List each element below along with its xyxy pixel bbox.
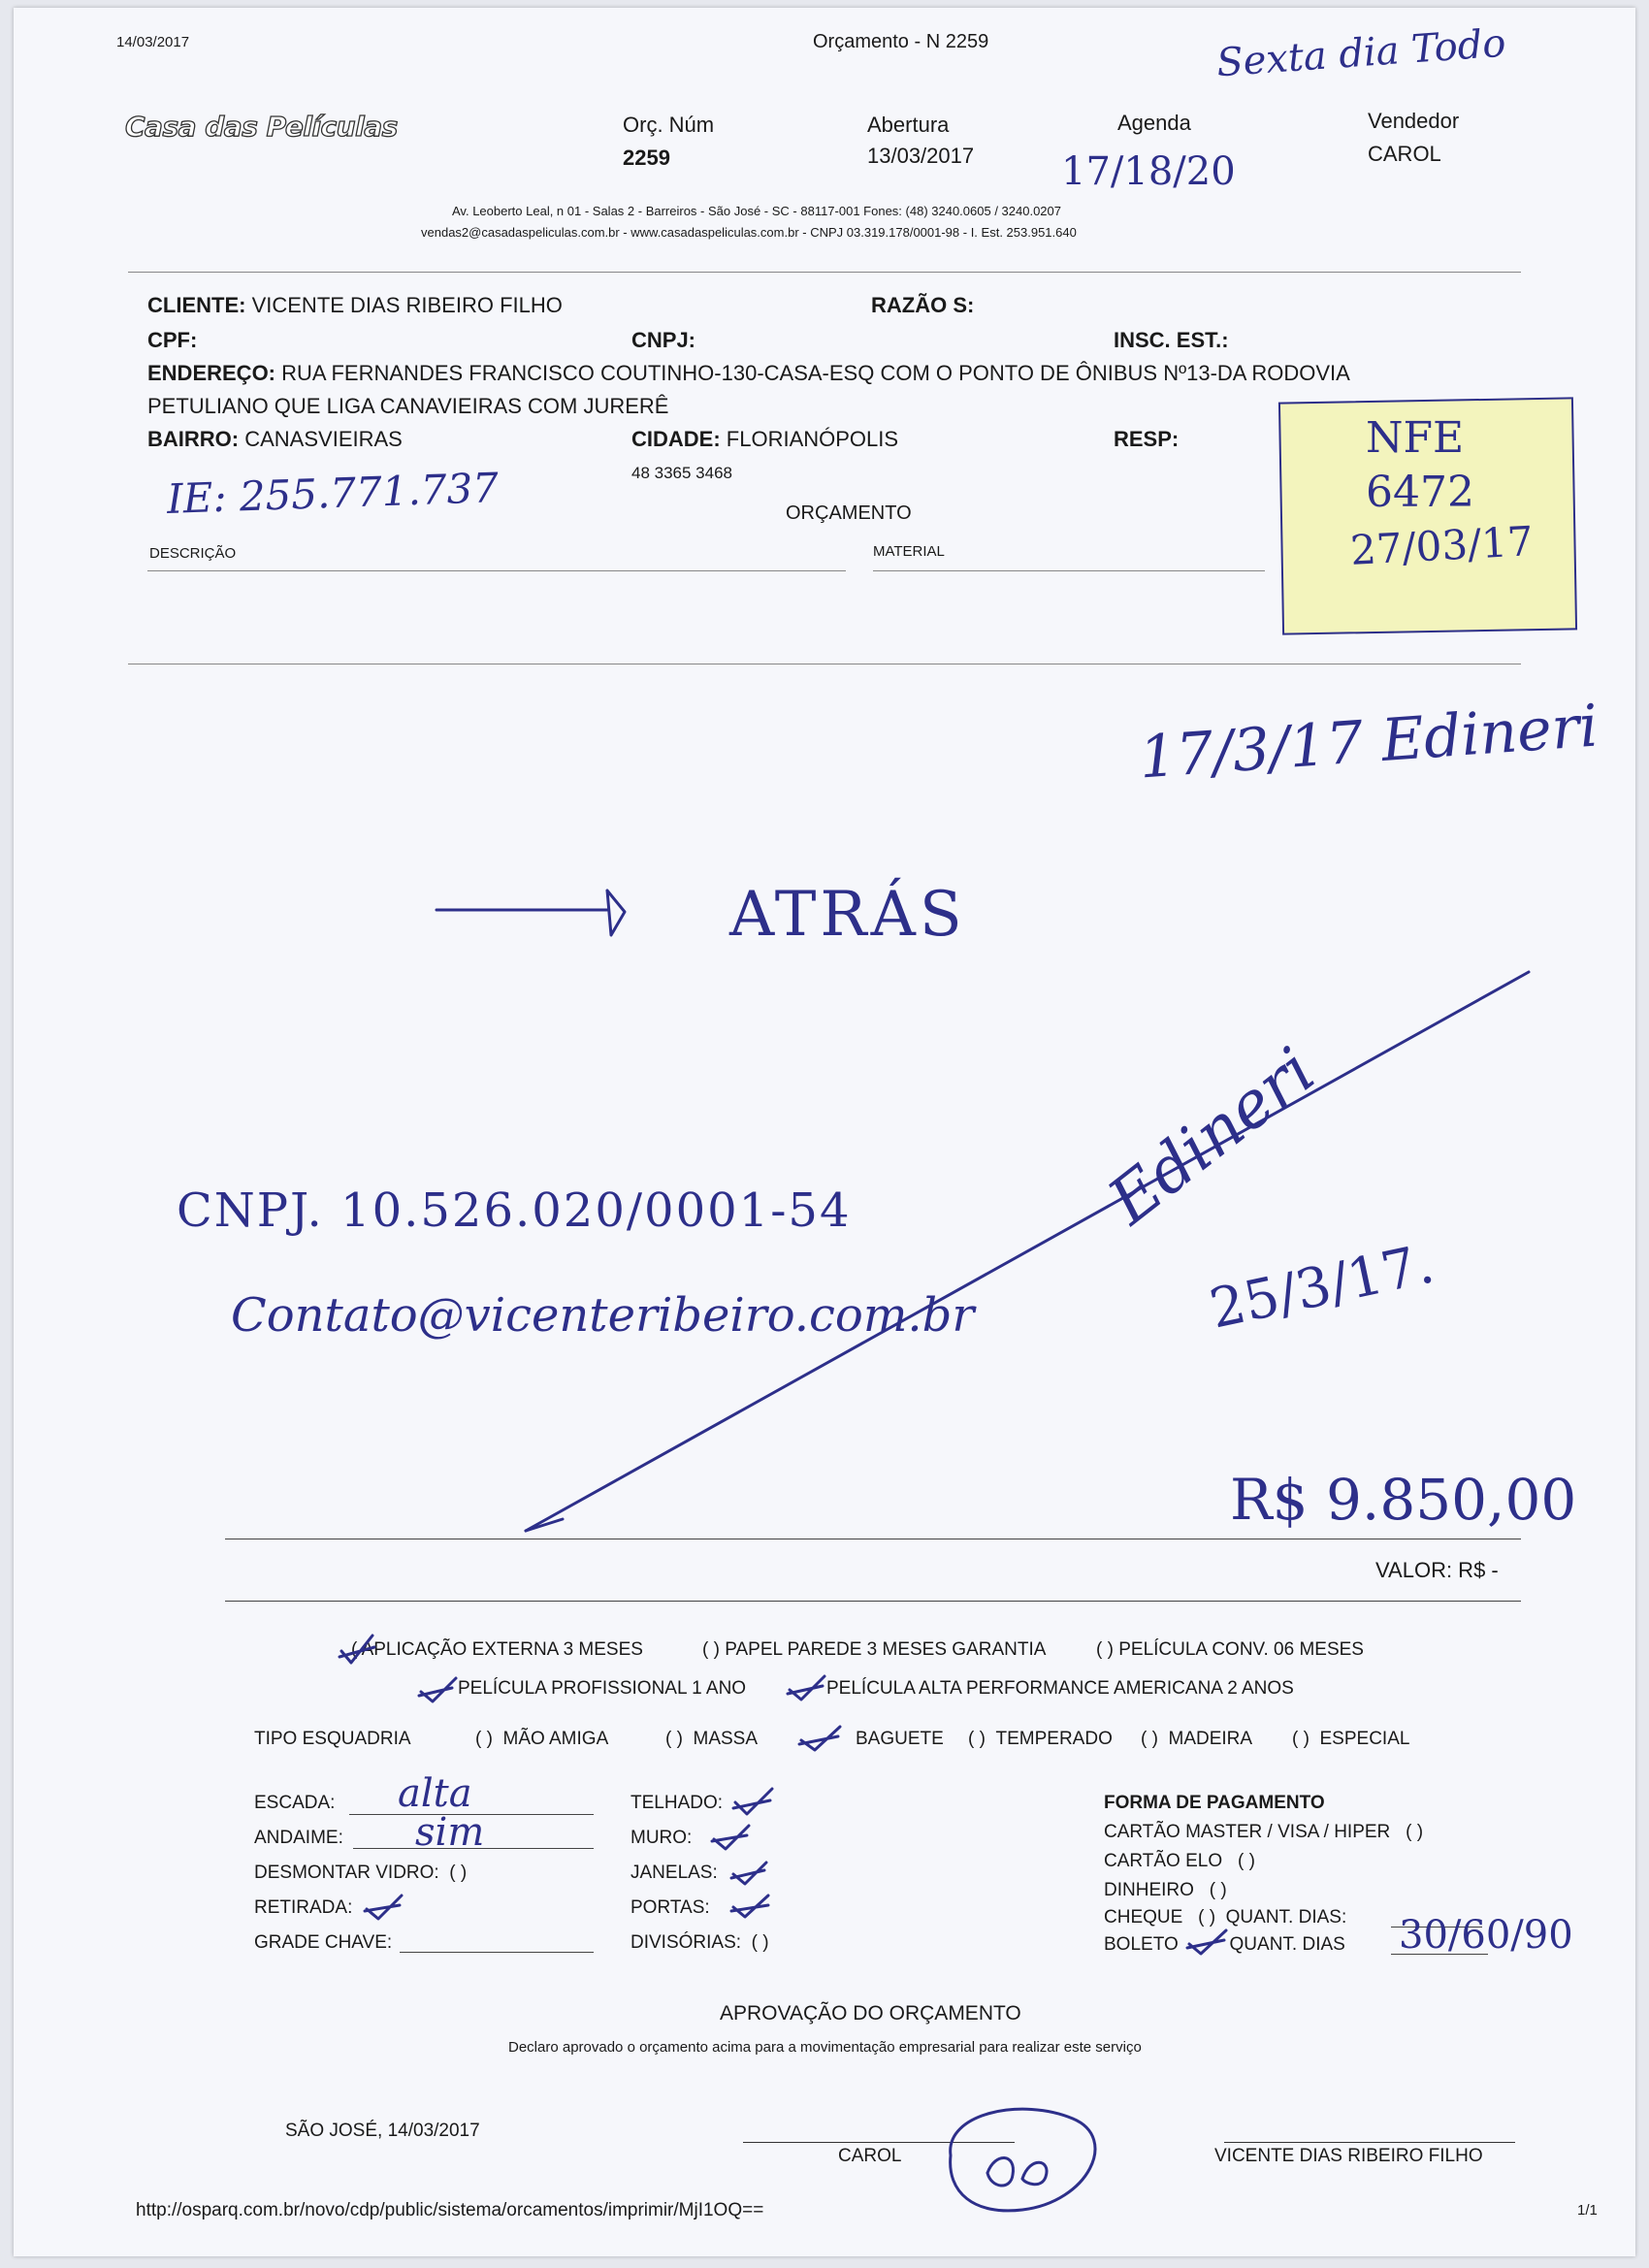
andaime-label: ANDAIME: xyxy=(254,1828,343,1848)
check-alta-performance-icon xyxy=(788,1676,824,1700)
company-logo: Casa das Películas xyxy=(125,111,398,143)
option-pelicula-alta-performance[interactable]: PELÍCULA ALTA PERFORMANCE AMERICANA 2 ANOS xyxy=(826,1678,1294,1699)
print-date: 14/03/2017 xyxy=(116,34,190,50)
client-signature-name: VICENTE DIAS RIBEIRO FILHO xyxy=(1214,2146,1483,2166)
desmontar-vidro: DESMONTAR VIDRO: ( ) xyxy=(254,1863,468,1883)
handwritten-nfe: NFE xyxy=(1366,413,1465,463)
check-muro-icon xyxy=(712,1826,749,1849)
endereco-row: ENDEREÇO: RUA FERNANDES FRANCISCO COUTINHO-130-CASA-ESQ COM O PONTO DE ÔNIBUS Nº13-DA RODOVIA xyxy=(147,361,1350,385)
abertura-value: 13/03/2017 xyxy=(867,144,975,168)
vendedor-value: CAROL xyxy=(1368,142,1441,166)
tipo-especial[interactable]: ( ) ESPECIAL xyxy=(1292,1729,1410,1749)
grade-chave-label: GRADE CHAVE: xyxy=(254,1932,393,1953)
tipo-mao-amiga[interactable]: ( ) MÃO AMIGA xyxy=(475,1729,609,1749)
cidade-row: CIDADE: FLORIANÓPOLIS xyxy=(631,427,899,451)
razao-label: RAZÃO S: xyxy=(871,293,975,317)
check-retirada-icon xyxy=(365,1895,402,1919)
check-janelas-icon xyxy=(731,1863,766,1884)
check-baguete-icon xyxy=(799,1727,840,1750)
telhado-label: TELHADO: xyxy=(630,1793,724,1813)
seller-signature-scribble xyxy=(951,2109,1095,2211)
resp-label: RESP: xyxy=(1114,427,1180,451)
insc-est-label: INSC. EST.: xyxy=(1114,328,1229,352)
tipo-massa[interactable]: ( ) MASSA xyxy=(665,1729,759,1749)
handwritten-escada: alta xyxy=(398,1771,472,1816)
diagonal-strike-line xyxy=(526,972,1529,1531)
address-line-2: vendas2@casadaspeliculas.com.br - www.casadaspeliculas.com.br - CNPJ 03.319.178/0001-98 - I. Est. 253.951.640 xyxy=(421,225,1077,240)
retirada-label: RETIRADA: xyxy=(254,1897,353,1918)
abertura-label: Abertura xyxy=(867,113,950,137)
handwritten-signature-edineri: Edineri xyxy=(1094,1033,1329,1239)
handwritten-agenda-dates: 17/18/20 xyxy=(1061,149,1236,194)
descricao-label: DESCRIÇÃO xyxy=(149,545,237,562)
approval-title: APROVAÇÃO DO ORÇAMENTO xyxy=(720,2002,1021,2025)
tipo-madeira[interactable]: ( ) MADEIRA xyxy=(1141,1729,1253,1749)
handwritten-valor: R$ 9.850,00 xyxy=(1230,1467,1577,1533)
valor-label: VALOR: R$ - xyxy=(1375,1558,1499,1582)
document-page xyxy=(14,8,1635,2256)
tipo-esquadria-label: TIPO ESQUADRIA xyxy=(254,1729,411,1749)
pag-dinheiro[interactable]: DINHEIRO ( ) xyxy=(1104,1880,1227,1900)
place-date: SÃO JOSÉ, 14/03/2017 xyxy=(285,2121,480,2141)
orc-num-label: Orç. Núm xyxy=(623,113,715,137)
handwritten-nfe-date: 27/03/17 xyxy=(1348,517,1535,574)
pagamento-title: FORMA DE PAGAMENTO xyxy=(1104,1793,1325,1813)
tipo-baguete[interactable]: BAGUETE xyxy=(856,1729,944,1749)
bairro-row: BAIRRO: CANASVIEIRAS xyxy=(147,427,403,451)
handwritten-nfe-number: 6472 xyxy=(1366,468,1474,517)
check-telhado-icon xyxy=(733,1789,772,1814)
cliente-value: VICENTE DIAS RIBEIRO FILHO xyxy=(251,293,563,317)
janelas-label: JANELAS: xyxy=(630,1863,718,1883)
handwritten-quant-dias: 30/60/90 xyxy=(1399,1913,1573,1958)
pag-cheque[interactable]: CHEQUE ( ) QUANT. DIAS: xyxy=(1104,1907,1347,1928)
pag-cartao-elo[interactable]: CARTÃO ELO ( ) xyxy=(1104,1851,1255,1871)
tipo-temperado[interactable]: ( ) TEMPERADO xyxy=(968,1729,1113,1749)
check-aplicacao-icon xyxy=(340,1636,374,1663)
phone: 48 3365 3468 xyxy=(631,464,732,482)
escada-label: ESCADA: xyxy=(254,1793,336,1813)
endereco-line-2: PETULIANO QUE LIGA CANAVIEIRAS COM JURERÊ xyxy=(147,394,669,418)
option-pelicula-profissional[interactable]: PELÍCULA PROFISSIONAL 1 ANO xyxy=(458,1678,747,1699)
orcamento-title: ORÇAMENTO xyxy=(786,502,912,524)
vendedor-label: Vendedor xyxy=(1368,109,1460,133)
page-number: 1/1 xyxy=(1577,2202,1598,2219)
handwritten-date-2: 25/3/17. xyxy=(1204,1232,1439,1342)
handwritten-email: Contato@vicenteribeiro.com.br xyxy=(231,1288,975,1343)
cpf-label: CPF: xyxy=(147,328,198,352)
footer-url[interactable]: http://osparq.com.br/novo/cdp/public/sistema/orcamentos/imprimir/MjI1OQ== xyxy=(136,2200,764,2220)
check-portas-icon xyxy=(731,1895,768,1917)
divisorias: DIVISÓRIAS: ( ) xyxy=(630,1932,769,1953)
address-line-1: Av. Leoberto Leal, n 01 - Salas 2 - Barreiros - São José - SC - 88117-001 Fones: (48) 3240.0605 / 3240.0207 xyxy=(452,204,1061,218)
handwritten-schedule-note: Sexta dia Todo xyxy=(1214,20,1507,86)
material-label: MATERIAL xyxy=(873,543,945,560)
ink-marks xyxy=(14,8,1635,2256)
muro-label: MURO: xyxy=(630,1828,693,1848)
approval-text: Declaro aprovado o orçamento acima para a movimentação empresarial para realizar este serviço xyxy=(508,2039,1142,2056)
arrow-head-icon xyxy=(607,891,625,935)
agenda-label: Agenda xyxy=(1117,111,1191,135)
pag-cartao-master[interactable]: CARTÃO MASTER / VISA / HIPER ( ) xyxy=(1104,1822,1424,1842)
portas-label: PORTAS: xyxy=(630,1897,710,1918)
handwritten-andaime: sim xyxy=(415,1810,485,1855)
cnpj-label: CNPJ: xyxy=(631,328,696,352)
handwritten-atras: ATRÁS xyxy=(729,879,966,951)
option-aplicacao-externa[interactable]: ( APLICAÇÃO EXTERNA 3 MESES xyxy=(351,1639,643,1660)
handwritten-ie: IE: 255.771.737 xyxy=(166,464,500,523)
cliente-row: CLIENTE: VICENTE DIAS RIBEIRO FILHO xyxy=(147,293,563,317)
seller-signature-name: CAROL xyxy=(838,2146,902,2166)
check-boleto-icon xyxy=(1187,1930,1226,1954)
pag-boleto[interactable]: BOLETO QUANT. DIAS xyxy=(1104,1934,1345,1955)
handwritten-date-name: 17/3/17 Edineri xyxy=(1137,692,1600,793)
check-profissional-icon xyxy=(419,1678,456,1701)
document-title: Orçamento - N 2259 xyxy=(813,31,989,52)
option-pelicula-conv[interactable]: ( ) PELÍCULA CONV. 06 MESES xyxy=(1096,1639,1364,1660)
orc-num-value: 2259 xyxy=(623,146,670,170)
option-papel-parede[interactable]: ( ) PAPEL PAREDE 3 MESES GARANTIA xyxy=(702,1639,1047,1660)
handwritten-cnpj: CNPJ. 10.526.020/0001-54 xyxy=(177,1183,852,1238)
